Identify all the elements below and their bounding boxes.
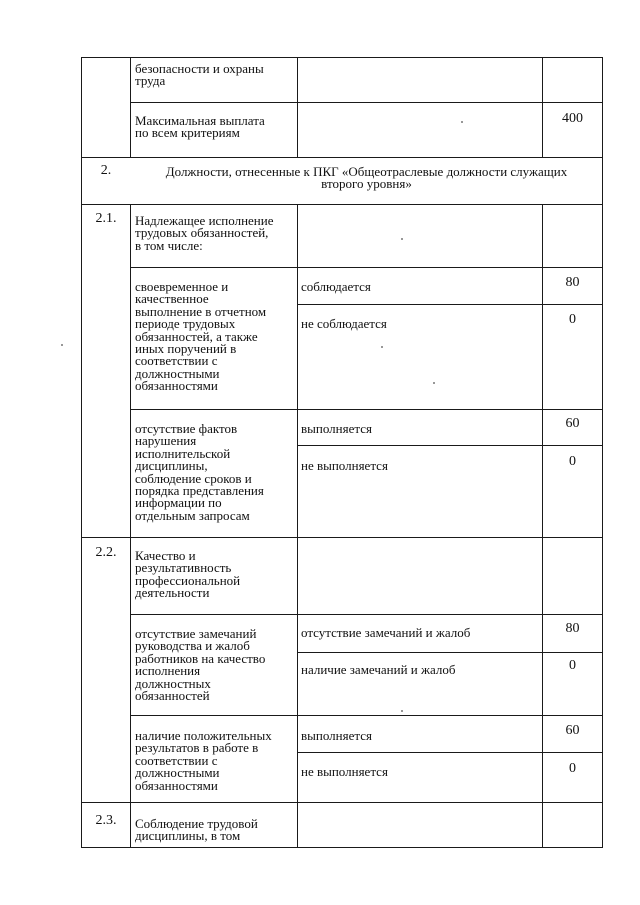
table-divider-col3	[542, 204, 543, 847]
table-border-top	[81, 57, 603, 58]
item-number: 2.1.	[95, 211, 117, 226]
condition-cell: отсутствие замечаний и жалоб	[301, 625, 471, 640]
table-divider-col2	[297, 57, 298, 158]
criterion-cell: Максимальная выплата по всем критериям	[135, 113, 265, 141]
table-row-line	[81, 537, 603, 538]
table-row-line	[81, 204, 603, 205]
points-cell: 0	[569, 658, 576, 673]
points-cell: 400	[562, 111, 583, 126]
points-cell: 60	[565, 416, 580, 431]
criterion-cell: наличие положительных результатов в работе в соответствии с должностными обязанностями	[135, 728, 272, 793]
scan-speck	[61, 344, 63, 346]
table-row-line	[297, 652, 603, 653]
item-number: 2.3.	[95, 813, 117, 828]
points-cell: 60	[565, 723, 580, 738]
condition-cell: не соблюдается	[301, 316, 387, 331]
scan-speck	[401, 238, 403, 240]
table-row-line	[81, 802, 603, 803]
table-row-line	[297, 304, 603, 305]
criterion-cell: своевременное и качественное выполнение в отчетном периоде трудовых обязанностей, а также иных поручений в соответствии с должностными обязанностями	[135, 279, 267, 394]
criterion-cell: Надлежащее исполнение трудовых обязанностей, в том числе:	[135, 213, 274, 253]
criterion-cell: Качество и результативность профессиональной деятельности	[135, 548, 241, 601]
criterion-cell: Соблюдение трудовой дисциплины, в том	[135, 816, 258, 844]
condition-cell: не выполняется	[301, 764, 388, 779]
table-divider-col2	[297, 204, 298, 847]
points-cell: 80	[565, 621, 580, 636]
scan-speck	[401, 710, 403, 712]
table-border-bottom	[81, 847, 603, 848]
condition-cell: соблюдается	[301, 279, 371, 294]
section-title: Должности, отнесенные к ПКГ «Общеотраслевые должности служащих второго уровня»	[165, 164, 568, 192]
table-row-line	[81, 157, 603, 158]
section-number: 2.	[100, 163, 112, 178]
criterion-cell: безопасности и охраны труда	[135, 61, 264, 89]
table-row-line	[130, 267, 603, 268]
table-row-line	[130, 102, 603, 103]
table-row-line	[130, 715, 603, 716]
table-row-line	[297, 752, 603, 753]
condition-cell: не выполняется	[301, 458, 388, 473]
table-divider-col1	[130, 57, 131, 158]
condition-cell: наличие замечаний и жалоб	[301, 662, 456, 677]
table-row-line	[130, 614, 603, 615]
item-number: 2.2.	[95, 545, 117, 560]
points-cell: 0	[569, 312, 576, 327]
scan-speck	[461, 121, 463, 123]
table-row-line	[297, 445, 603, 446]
table-row-line	[130, 409, 603, 410]
scan-speck	[433, 382, 435, 384]
points-cell: 0	[569, 454, 576, 469]
table-border-right	[602, 57, 603, 847]
table-divider-col1	[130, 204, 131, 847]
table-divider-col3	[542, 57, 543, 158]
criterion-cell: отсутствие фактов нарушения исполнительской дисциплины, соблюдение сроков и порядка представления информации по отдельным запросам	[135, 421, 264, 523]
condition-cell: выполняется	[301, 728, 372, 743]
scan-speck	[381, 346, 383, 348]
condition-cell: выполняется	[301, 421, 372, 436]
criterion-cell: отсутствие замечаний руководства и жалоб работников на качество исполнения должностных обязанностей	[135, 626, 266, 704]
points-cell: 80	[565, 275, 580, 290]
points-cell: 0	[569, 761, 576, 776]
